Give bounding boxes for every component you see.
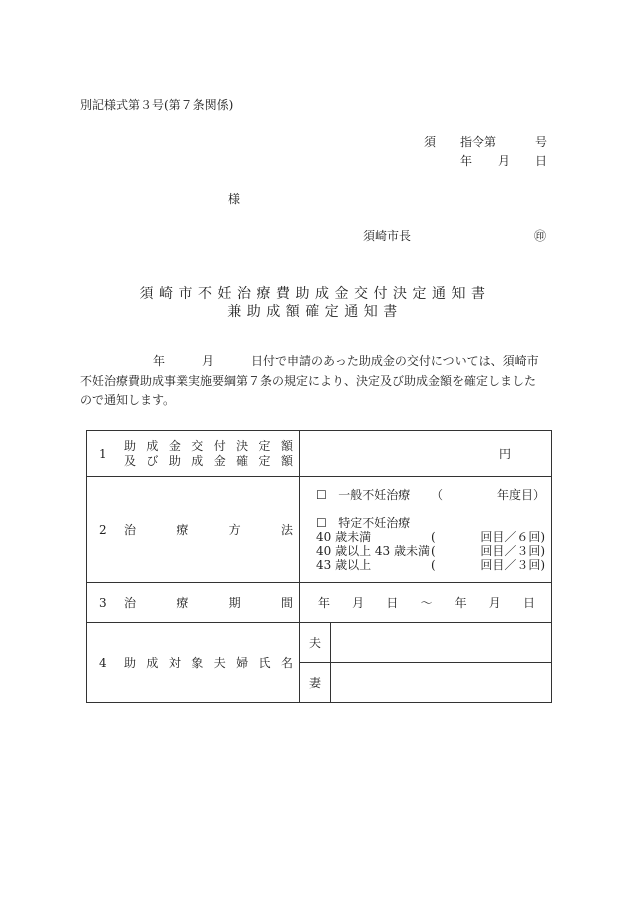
body-paragraph <box>80 352 555 411</box>
ref-suffix: 号 <box>535 135 548 149</box>
period-dates: 年 月 日 ～ 年 月 日 <box>318 596 535 610</box>
general-open: （ <box>431 487 444 502</box>
form-number: 別記様式第３号(第７条関係) <box>80 98 234 112</box>
amount-value-cell[interactable] <box>300 431 552 477</box>
row-number: 1 <box>99 447 107 461</box>
body-line2: 不妊治療費助成事業実施要綱第７条の規定により、決定及び助成金額を確定しました <box>80 373 537 388</box>
age-row: 43 歳以上 ( 回目／３回) <box>316 557 545 572</box>
table-row-amount <box>87 431 552 477</box>
couple-label: 助 成 対 象 夫 婦 氏 名 <box>124 656 293 670</box>
couple-label-cell <box>87 623 300 703</box>
table-row-husband <box>87 623 552 663</box>
date-year: 年 <box>460 154 473 168</box>
row-number: 3 <box>99 596 107 610</box>
body-line1-rest: 日付で申請のあった助成金の交付については、須崎市 <box>251 354 539 368</box>
method-label: 治 療 方 法 <box>124 523 293 537</box>
amount-label-line2: 及 び 助 成 金 確 定 額 <box>124 453 293 468</box>
specific-treatment-option <box>316 516 545 530</box>
row-number: 2 <box>99 523 107 537</box>
period-value-cell[interactable] <box>300 583 552 623</box>
seal-icon: ㊞ <box>534 229 547 243</box>
row-number: 4 <box>99 656 107 670</box>
notice-table <box>86 430 552 703</box>
general-checkbox[interactable]: ☐ <box>316 487 327 502</box>
recipient-honorific: 様 <box>228 192 241 206</box>
husband-label: 夫 <box>300 623 331 663</box>
general-suffix: 年度目） <box>496 487 545 502</box>
document-subtitle: 兼助成額確定通知書 <box>227 304 403 320</box>
amount-label-line1: 助 成 金 交 付 決 定 額 <box>124 438 293 453</box>
date-month: 月 <box>498 154 511 168</box>
date-day: 日 <box>535 154 548 168</box>
age-row: 40 歳以上 43 歳未満 ( 回目／３回) <box>316 543 545 558</box>
general-label: 一般不妊治療 <box>338 487 411 502</box>
specific-label: 特定不妊治療 <box>338 515 411 530</box>
method-options-cell <box>300 477 552 583</box>
specific-checkbox[interactable]: ☐ <box>316 515 327 530</box>
husband-name-field[interactable] <box>331 623 552 663</box>
body-year: 年 <box>153 354 166 368</box>
issuer-name: 須崎市長 <box>363 229 412 243</box>
period-label-cell <box>87 583 300 623</box>
yen-unit: 円 <box>498 447 511 461</box>
document-title: 須崎市不妊治療費助成金交付決定通知書 <box>139 286 491 302</box>
wife-name-field[interactable] <box>331 663 552 703</box>
ref-middle: 指令第 <box>460 135 497 149</box>
ref-prefix: 須 <box>424 135 437 149</box>
body-line3: ので通知します。 <box>80 393 176 407</box>
amount-label-cell <box>87 431 300 477</box>
general-treatment-option <box>316 488 545 502</box>
method-options <box>300 488 551 572</box>
table-row-period <box>87 583 552 623</box>
age-row: 40 歳未満 ( 回目／６回) <box>316 529 545 544</box>
period-label: 治 療 期 間 <box>124 596 293 610</box>
method-label-cell <box>87 477 300 583</box>
table-row-method <box>87 477 552 583</box>
wife-label: 妻 <box>300 663 331 703</box>
body-month: 月 <box>202 354 215 368</box>
